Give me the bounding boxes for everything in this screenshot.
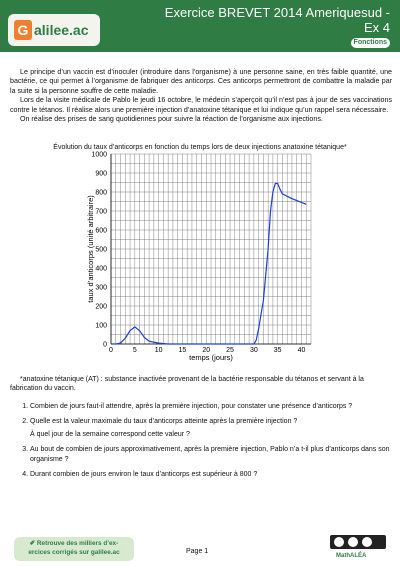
logo-text: alilee.ac bbox=[34, 22, 89, 38]
y-tick-label: 300 bbox=[95, 284, 107, 292]
y-tick-label: 200 bbox=[95, 303, 107, 311]
x-tick-label: 35 bbox=[273, 347, 282, 354]
question-3: 3. Au bout de combien de jours approximativement, après la première injection, Pablo n’a t-il plus d’anticorps dans son organisme ? bbox=[30, 445, 400, 464]
promo-box[interactable] bbox=[14, 537, 134, 561]
brand-label: MathALÉA bbox=[336, 553, 367, 559]
x-tick-label: 10 bbox=[154, 347, 163, 354]
page-number: Page 1 bbox=[186, 548, 209, 555]
y-tick-label: 100 bbox=[95, 322, 107, 330]
y-tick-label: 1000 bbox=[91, 151, 107, 159]
y-tick-label: 500 bbox=[95, 246, 107, 254]
intro-paragraph-3: On réalise des prises de sang quotidiennes pour suivre la réaction de l’organisme aux injections. bbox=[20, 115, 323, 124]
intro-paragraph-1: Le principe d’un vaccin est d’inoculer (introduire dans l’organisme) à une personne saine, en très faible quantité, une bactérie, ce qui permet à l’organisme de fabriquer des anticorps. Ces anticorps permettront de combattre la maladie par la suite si la personne souffre de cette maladie. bbox=[10, 68, 392, 95]
footnote: *anatoxine tétanique (AT) : substance inactivée provenant de la bactérie responsable du tétanos et servant à la fabrication du vaccin. bbox=[10, 376, 364, 393]
intro-text bbox=[10, 68, 392, 124]
antibody-chart bbox=[0, 150, 400, 370]
license-badge-icon[interactable] bbox=[330, 535, 386, 549]
y-tick-label: 800 bbox=[95, 189, 107, 197]
title-line-1: Exercice BREVET 2014 Ameriquesud - bbox=[164, 5, 390, 20]
y-tick-label: 400 bbox=[95, 265, 107, 273]
galilee-logo[interactable] bbox=[8, 14, 100, 46]
y-tick-label: 700 bbox=[95, 208, 107, 216]
x-tick-label: 5 bbox=[132, 347, 137, 354]
logo-mark: G bbox=[14, 20, 32, 40]
x-tick-label: 20 bbox=[202, 347, 211, 354]
chart-title: Évolution du taux d’anticorps en fonction du temps lors de deux injections anatoxine tétanique* bbox=[53, 144, 347, 151]
y-tick-label: 600 bbox=[95, 227, 107, 235]
x-tick-label: 15 bbox=[178, 347, 187, 354]
x-tick-label: 0 bbox=[109, 347, 113, 354]
question-2 bbox=[30, 417, 400, 439]
y-axis-label: taux d’anticorps (unité arbitraire) bbox=[86, 195, 95, 303]
x-tick-label: 30 bbox=[249, 347, 258, 354]
series-line bbox=[111, 184, 306, 345]
category-badge: Fonctions bbox=[351, 38, 390, 48]
question-2b: À quel jour de la semaine correspond cette valeur ? bbox=[30, 430, 190, 438]
question-1: 1. Combien de jours faut-il attendre, après la première injection, pour constater une présence d’anticorps ? bbox=[30, 402, 400, 411]
question-list bbox=[10, 402, 400, 485]
y-tick-label: 900 bbox=[95, 170, 107, 178]
x-axis-label: temps (jours) bbox=[189, 353, 233, 362]
intro-paragraph-2: Lors de la visite médicale de Pablo le jeudi 16 octobre, le médecin s’aperçoit qu’il n’est pas à jour de ses vaccinations contre le tétanos. Il réalise alors une première injection d’anatoxine tétanique et lui indique qu’un rappel sera nécessaire. bbox=[10, 96, 392, 114]
title-line-2: Ex 4 bbox=[363, 20, 390, 35]
x-tick-label: 25 bbox=[226, 347, 234, 354]
x-tick-label: 40 bbox=[297, 347, 306, 354]
promo-line-1: ✐ Retrouve des milliers d’ex- bbox=[29, 540, 119, 547]
question-4: 4. Durant combien de jours environ le taux d’anticorps est supérieur à 800 ? bbox=[30, 470, 400, 479]
page-header bbox=[0, 0, 400, 52]
exercise-title bbox=[130, 5, 390, 35]
y-tick-label: 0 bbox=[103, 341, 107, 349]
promo-line-2: ercices corrigés sur galilee.ac bbox=[28, 549, 120, 556]
question-2a: 2. Quelle est la valeur maximale du taux d’anticorps atteinte après la première injection ? bbox=[30, 418, 298, 426]
